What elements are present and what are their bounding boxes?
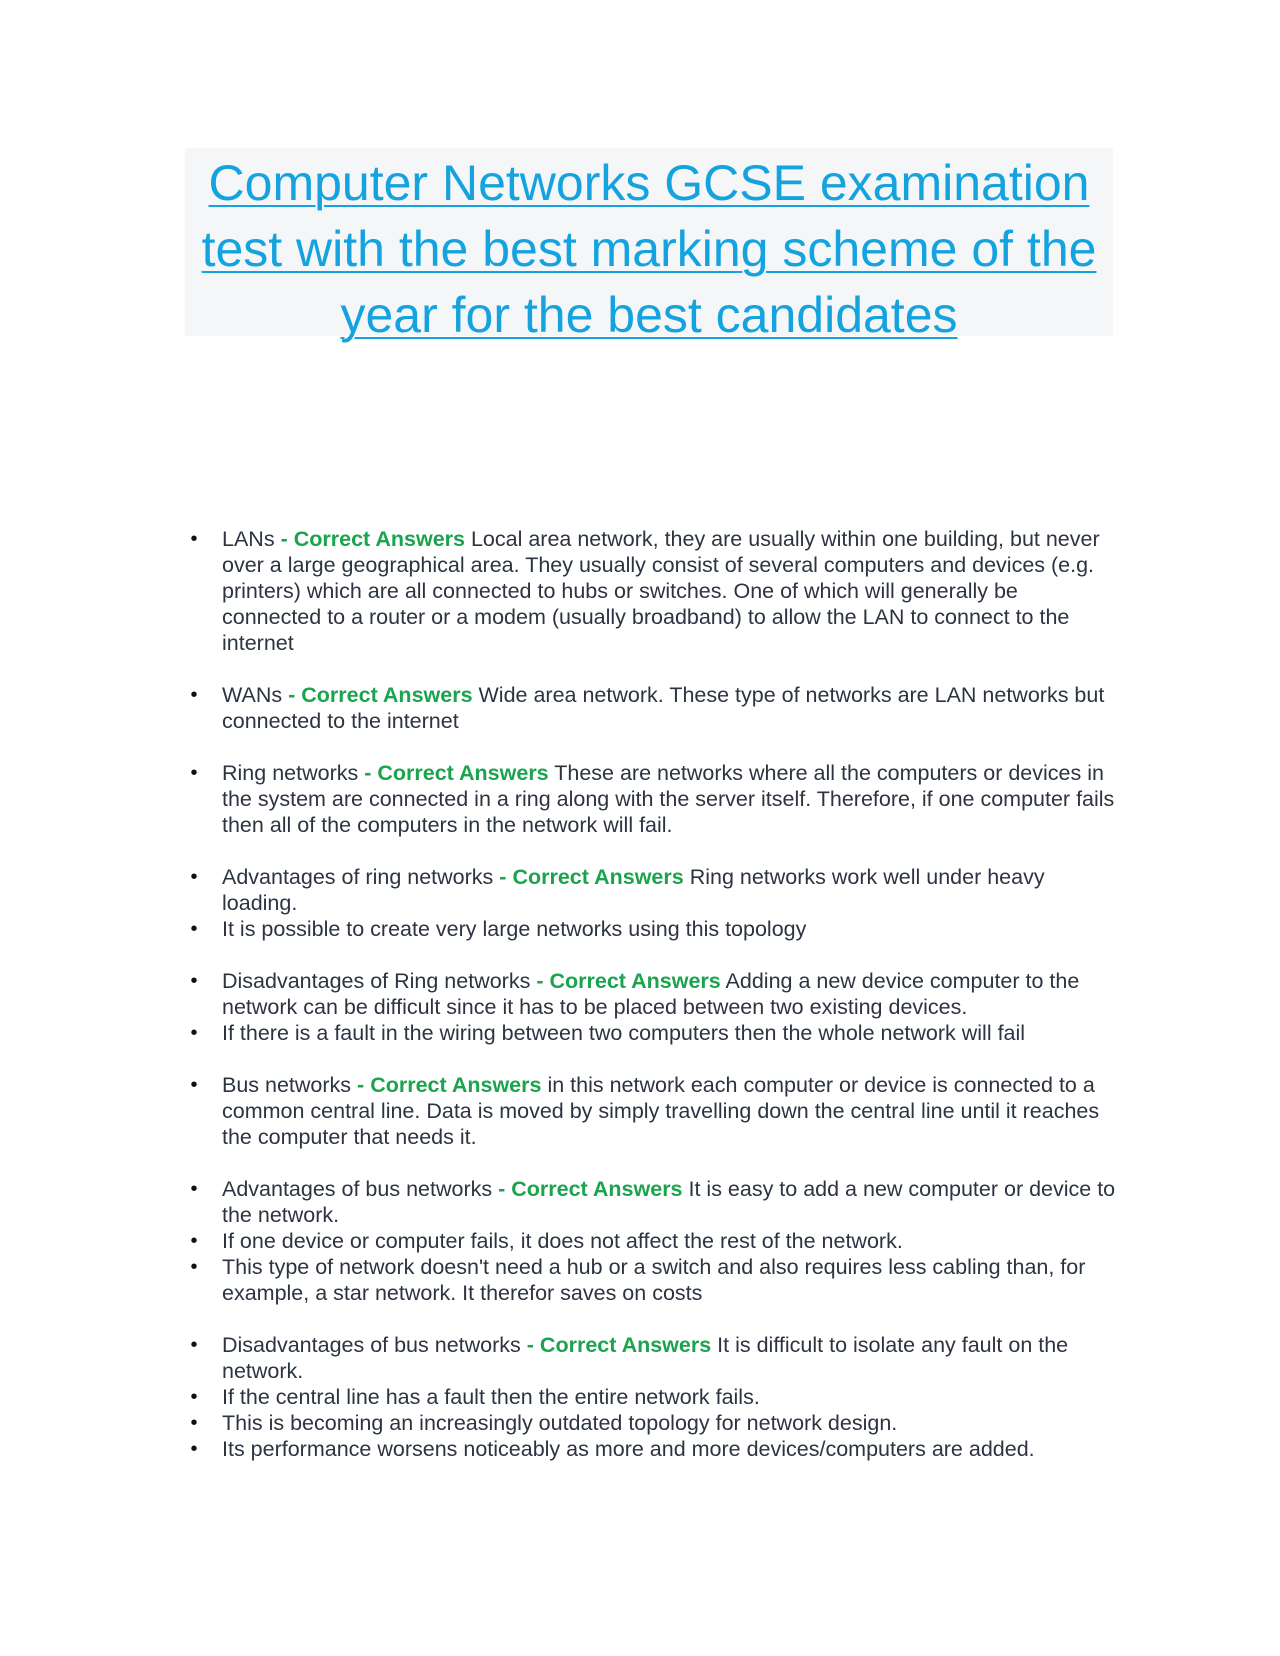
bullet-icon: • — [190, 970, 198, 992]
answer-separator: - — [526, 1333, 534, 1357]
answer-point-text: If there is a fault in the wiring between two computers then the whole network will fail — [222, 1021, 1026, 1045]
qa-group — [185, 1072, 1120, 1150]
question-term: WANs — [222, 683, 283, 707]
answer-text: It is easy to add a new computer or device to the network. — [222, 1177, 1116, 1227]
document-title-link[interactable]: Computer Networks GCSE examination test with the best marking scheme of the year for the best candidates — [201, 155, 1097, 343]
bullet-icon: • — [190, 1230, 198, 1252]
question-term: Disadvantages of bus networks — [222, 1333, 521, 1357]
answer-point-text: If the central line has a fault then the entire network fails. — [222, 1385, 760, 1409]
bullet-icon: • — [190, 1386, 198, 1408]
correct-answers-label: Correct Answers — [512, 865, 684, 889]
qa-group — [185, 682, 1120, 734]
question-term: Disadvantages of Ring networks — [222, 969, 531, 993]
list-item — [185, 1384, 1120, 1410]
correct-answers-label: Correct Answers — [549, 969, 721, 993]
qa-group — [185, 760, 1120, 838]
question-term: LANs — [222, 527, 275, 551]
answer-text: Ring networks work well under heavy loading. — [222, 865, 1045, 915]
answer-separator: - — [357, 1073, 365, 1097]
bullet-icon: • — [190, 1022, 198, 1044]
answer-separator: - — [536, 969, 544, 993]
list-item — [185, 1020, 1120, 1046]
qa-group — [185, 526, 1120, 656]
bullet-icon: • — [190, 1334, 198, 1356]
bullet-icon: • — [190, 1256, 198, 1278]
list-item — [185, 864, 1120, 916]
question-term: Advantages of ring networks — [222, 865, 494, 889]
list-item — [185, 1332, 1120, 1384]
answer-separator: - — [498, 1177, 506, 1201]
qa-group — [185, 1176, 1120, 1306]
correct-answers-label: Correct Answers — [370, 1073, 542, 1097]
bullet-icon: • — [190, 762, 198, 784]
question-term: Advantages of bus networks — [222, 1177, 493, 1201]
bullet-icon: • — [190, 918, 198, 940]
question-term: Bus networks — [222, 1073, 352, 1097]
correct-answers-label: Correct Answers — [293, 527, 465, 551]
answer-text: Wide area network. These type of networks are LAN networks but connected to the internet — [222, 683, 1105, 733]
answer-point-text: This type of network doesn't need a hub or a switch and also requires less cabling than, for example, a star network. It therefor saves on costs — [222, 1255, 1086, 1305]
answer-separator: - — [280, 527, 288, 551]
list-item — [185, 1254, 1120, 1306]
qa-group — [185, 968, 1120, 1046]
title-banner — [185, 148, 1113, 343]
correct-answers-label: Correct Answers — [539, 1333, 712, 1357]
qa-group — [185, 864, 1120, 942]
bullet-icon: • — [190, 866, 198, 888]
list-item — [185, 1176, 1120, 1228]
list-item — [185, 526, 1120, 656]
answer-text: It is difficult to isolate any fault on the network. — [222, 1333, 1069, 1383]
list-item — [185, 916, 1120, 942]
list-item — [185, 1228, 1120, 1254]
qa-list — [185, 526, 1120, 1488]
correct-answers-label: Correct Answers — [377, 761, 549, 785]
bullet-icon: • — [190, 684, 198, 706]
list-item — [185, 1410, 1120, 1436]
answer-text: in this network each computer or device is connected to a common central line. Data is moved by simply travelling down the central line until it reaches the computer that needs it. — [222, 1073, 1100, 1149]
answer-separator: - — [364, 761, 372, 785]
list-item — [185, 1436, 1120, 1462]
answer-text: These are networks where all the computers or devices in the system are connected in a ring along with the server itself. Therefore, if one computer fails then all of the computers in the network will fail. — [222, 761, 1115, 837]
correct-answers-label: Correct Answers — [511, 1177, 683, 1201]
bullet-icon: • — [190, 1438, 198, 1460]
answer-point-text: It is possible to create very large networks using this topology — [222, 917, 807, 941]
correct-answers-label: Correct Answers — [301, 683, 473, 707]
question-term: Ring networks — [222, 761, 359, 785]
list-item — [185, 760, 1120, 838]
answer-point-text: Its performance worsens noticeably as more and more devices/computers are added. — [222, 1437, 1035, 1461]
answer-point-text: This is becoming an increasingly outdated topology for network design. — [222, 1411, 898, 1435]
answer-separator: - — [499, 865, 507, 889]
list-item — [185, 1072, 1120, 1150]
bullet-icon: • — [190, 528, 198, 550]
list-item — [185, 968, 1120, 1020]
bullet-icon: • — [190, 1178, 198, 1200]
answer-point-text: If one device or computer fails, it does not affect the rest of the network. — [222, 1229, 903, 1253]
answer-separator: - — [288, 683, 296, 707]
answer-text: Adding a new device computer to the network can be difficult since it has to be placed between two existing devices. — [222, 969, 1080, 1019]
answer-text: Local area network, they are usually within one building, but never over a large geographical area. They usually consist of several computers and devices (e.g. printers) which are all connected to hubs or switches. One of which will generally be connected to a router or a modem (usually broadband) to allow the LAN to connect to the internet — [222, 527, 1100, 655]
bullet-icon: • — [190, 1412, 198, 1434]
bullet-icon: • — [190, 1074, 198, 1096]
list-item — [185, 682, 1120, 734]
qa-group — [185, 1332, 1120, 1462]
